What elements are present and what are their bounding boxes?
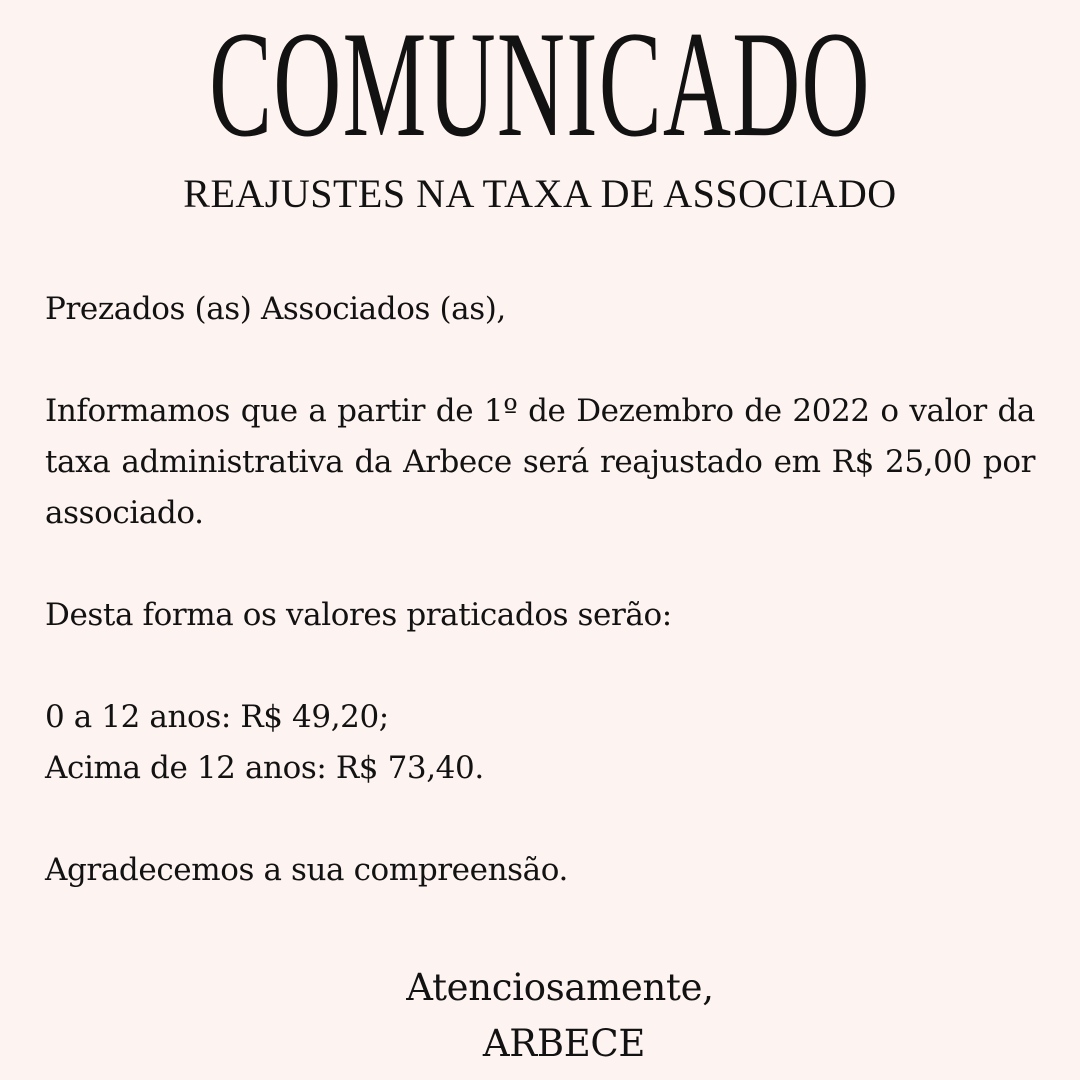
- announcement-paragraph: Informamos que a partir de 1º de Dezembro de 2022 o valor da taxa administrativa da Arbece será reajustado em R$ 25,00 por associado.: [45, 393, 1035, 531]
- values-intro-text: Desta forma os valores praticados serão:: [45, 597, 672, 633]
- greeting-text: Prezados (as) Associados (as),: [45, 291, 506, 327]
- organization-name: ARBECE: [482, 1022, 646, 1065]
- value-line-adults: Acima de 12 anos: R$ 73,40.: [45, 750, 484, 786]
- thanks-text: Agradecemos a sua compreensão.: [45, 852, 568, 888]
- page-title: COMUNICADO: [209, 0, 871, 168]
- page-subtitle: REAJUSTES NA TAXA DE ASSOCIADO: [183, 171, 897, 216]
- closing-text: Atenciosamente,: [406, 966, 714, 1009]
- value-line-children: 0 a 12 anos: R$ 49,20;: [45, 699, 389, 735]
